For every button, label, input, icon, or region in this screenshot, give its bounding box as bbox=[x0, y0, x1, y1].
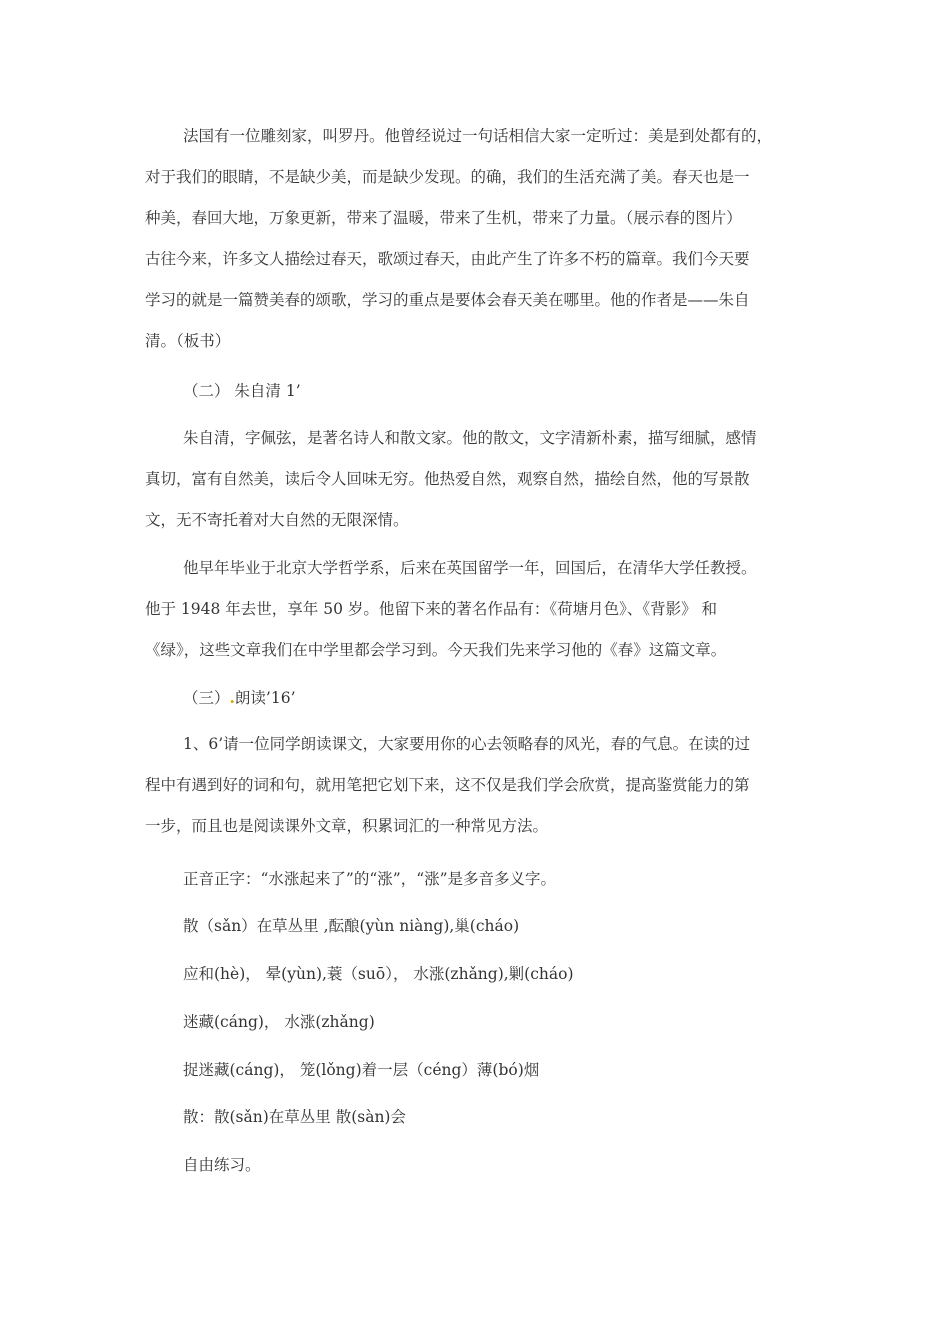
text-line: 他早年毕业于北京大学哲学系，后来在英国留学一年，回国后，在清华大学任教授。 bbox=[183, 559, 757, 577]
text-line: （二） 朱自清 1’ bbox=[183, 382, 301, 400]
text-line: 程中有遇到好的词和句，就用笔把它划下来，这不仅是我们学会欣赏，提高鉴赏能力的第 bbox=[145, 776, 750, 794]
pronunciation-line-5 bbox=[145, 1097, 815, 1138]
paragraph-bio-1 bbox=[145, 418, 815, 541]
text-line: 捉迷藏(cáng)， 笼(lǒng)着一层（céng）薄(bó)烟 bbox=[183, 1061, 540, 1079]
text-line: 法国有一位雕刻家，叫罗丹。他曾经说过一句话相信大家一定听过：美是到处都有的， bbox=[183, 127, 773, 145]
text-line: 散：散(sǎn)在草丛里 散(sàn)会 bbox=[183, 1108, 406, 1126]
text-line: 种美，春回大地，万象更新，带来了温暖，带来了生机，带来了力量。（展示春的图片） bbox=[145, 209, 742, 227]
text-line: 应和(hè)， 晕(yùn),蓑（suō）， 水涨(zhǎng),剿(cháo) bbox=[183, 965, 574, 983]
heading-prefix: （三） bbox=[183, 689, 230, 707]
heading-suffix: 朗读’16’ bbox=[234, 689, 296, 707]
practice-line bbox=[145, 1145, 815, 1186]
pronunciation-line-4 bbox=[145, 1050, 815, 1091]
text-line: 古往今来，许多文人描绘过春天，歌颂过春天，由此产生了许多不朽的篇章。我们今天要 bbox=[145, 250, 750, 268]
text-line: 朱自清，字佩弦，是著名诗人和散文家。他的散文，文字清新朴素，描写细腻，感情 bbox=[183, 429, 757, 447]
text-line: 迷藏(cáng)， 水涨(zhǎng) bbox=[183, 1013, 375, 1031]
text-line: 对于我们的眼睛，不是缺少美，而是缺少发现。的确，我们的生活充满了美。春天也是一 bbox=[145, 168, 750, 186]
heading-dot: . bbox=[229, 688, 235, 707]
text-line: 学习的就是一篇赞美春的颂歌，学习的重点是要体会春天美在哪里。他的作者是——朱自 bbox=[145, 291, 750, 309]
section-heading-3 bbox=[145, 677, 815, 719]
text-line: 他于 1948 年去世，享年 50 岁。他留下来的著名作品有：《荷塘月色》、《背影》 和 bbox=[145, 600, 718, 618]
text-line bbox=[145, 677, 815, 719]
text-line: 一步，而且也是阅读课外文章，积累词汇的一种常见方法。 bbox=[145, 817, 549, 835]
pronunciation-line-2 bbox=[145, 954, 815, 995]
text-line: 1、6’请一位同学朗读课文，大家要用你的心去领略春的风光，春的气息。在读的过 bbox=[183, 735, 751, 753]
paragraph-bio-2 bbox=[145, 548, 815, 671]
paragraph-intro bbox=[145, 116, 815, 362]
pronunciation-line-1 bbox=[145, 906, 815, 947]
text-line: 真切，富有自然美，读后令人回味无穷。他热爱自然，观察自然，描绘自然，他的写景散 bbox=[145, 470, 750, 488]
text-line: 文，无不寄托着对大自然的无限深情。 bbox=[145, 511, 409, 529]
pronunciation-intro bbox=[145, 859, 815, 900]
text-line: 正音正字：“水涨起来了”的“涨”，“涨”是多音多义字。 bbox=[183, 870, 557, 888]
paragraph-reading bbox=[145, 724, 815, 847]
text-line: 清。（板书） bbox=[145, 332, 231, 350]
text-line: 散（sǎn）在草丛里 ,酝酿(yùn niàng),巢(cháo) bbox=[183, 917, 520, 935]
section-heading-2 bbox=[145, 371, 815, 412]
pronunciation-line-3 bbox=[145, 1002, 815, 1043]
text-line: 《绿》，这些文章我们在中学里都会学习到。今天我们先来学习他的《春》这篇文章。 bbox=[145, 641, 727, 659]
text-line: 自由练习。 bbox=[183, 1156, 261, 1174]
